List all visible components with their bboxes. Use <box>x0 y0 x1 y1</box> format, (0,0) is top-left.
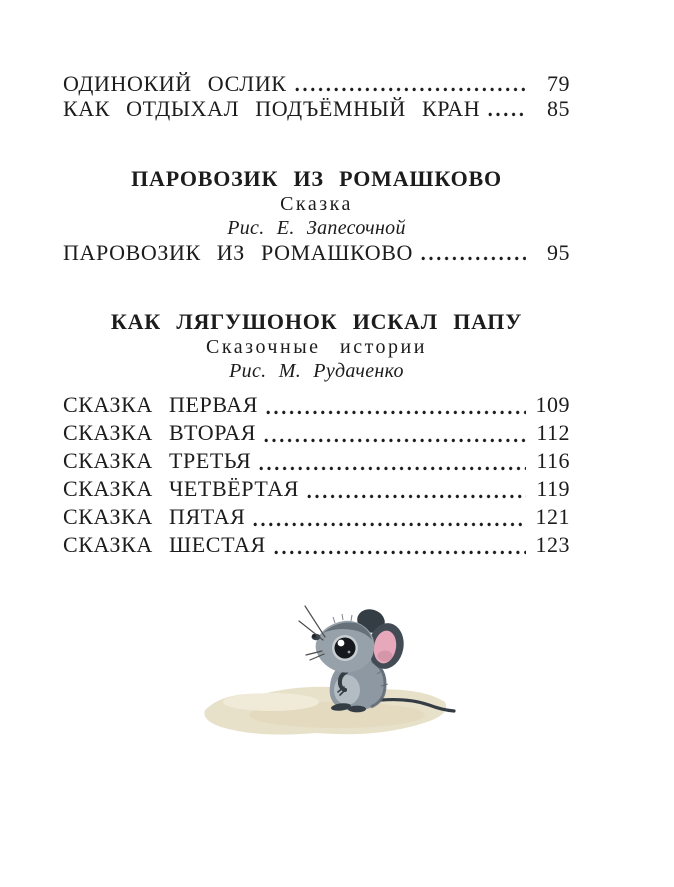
toc-entry-page: 85 <box>547 96 570 121</box>
toc-top-entries <box>63 71 570 121</box>
toc-entry <box>63 531 570 559</box>
mouse-on-sand-drawing <box>195 588 465 746</box>
toc-entry-title: ОДИНОКИЙ ОСЛИК <box>63 71 287 96</box>
mouse-ear-inner-shade <box>378 651 393 662</box>
toc-entry-page: 79 <box>547 71 570 96</box>
toc-entry <box>63 503 570 531</box>
toc-entry-title: ПАРОВОЗИК ИЗ РОМАШКОВО <box>63 240 414 265</box>
mouse-eye-highlight <box>338 640 345 647</box>
toc-entry <box>63 96 570 121</box>
dot-leader <box>488 96 526 121</box>
toc-entry-page: 119 <box>536 476 570 501</box>
toc-entry-page: 112 <box>536 420 570 445</box>
section-subtitle: Сказка <box>280 193 353 215</box>
toc-entry-title: СКАЗКА ШЕСТАЯ <box>63 532 266 557</box>
toc-entry <box>63 71 570 96</box>
illustrator-credit: Рис. Е. Запесочной <box>227 217 406 239</box>
dot-leader <box>266 391 526 419</box>
section-entries <box>63 240 570 265</box>
dot-leader <box>259 447 526 475</box>
section-lyagushonok <box>63 309 570 559</box>
dot-leader <box>253 503 526 531</box>
toc-entry-title: СКАЗКА ЧЕТВЁРТАЯ <box>63 476 300 501</box>
section-subtitle: Сказочные истории <box>206 336 427 358</box>
toc-entry <box>63 475 570 503</box>
toc-entry-page: 123 <box>535 532 570 557</box>
toc-entry-title: СКАЗКА ВТОРАЯ <box>63 420 256 445</box>
toc-entry <box>63 447 570 475</box>
section-parovozik <box>63 166 570 265</box>
section-heading: КАК ЛЯГУШОНОК ИСКАЛ ПАПУ <box>110 309 523 334</box>
toc-entry-page: 109 <box>535 392 570 417</box>
dot-leader <box>295 71 526 96</box>
toc-entry-title: СКАЗКА ТРЕТЬЯ <box>63 448 252 473</box>
sand-highlight <box>223 693 319 711</box>
dot-leader <box>307 475 526 503</box>
section-entries <box>63 391 570 559</box>
toc-entry <box>63 391 570 419</box>
toc-entry-page: 121 <box>535 504 570 529</box>
mouse-illustration <box>195 588 465 746</box>
mouse-eye <box>335 638 356 659</box>
mouse-foot <box>348 706 366 713</box>
toc-entry-title: СКАЗКА ПЯТАЯ <box>63 504 246 529</box>
illustrator-credit: Рис. М. Рудаченко <box>229 360 404 382</box>
toc-entry-title: КАК ОТДЫХАЛ ПОДЪЁМНЫЙ КРАН <box>63 96 481 121</box>
toc-entry <box>63 240 570 265</box>
dot-leader <box>264 419 526 447</box>
dot-leader <box>274 531 526 559</box>
toc-entry-page: 116 <box>536 448 570 473</box>
mouse-eye-glint <box>348 651 351 654</box>
toc-entry <box>63 419 570 447</box>
toc-entry-page: 95 <box>547 240 570 265</box>
dot-leader <box>421 240 526 265</box>
toc-entry-title: СКАЗКА ПЕРВАЯ <box>63 392 258 417</box>
section-heading: ПАРОВОЗИК ИЗ РОМАШКОВО <box>131 166 502 191</box>
